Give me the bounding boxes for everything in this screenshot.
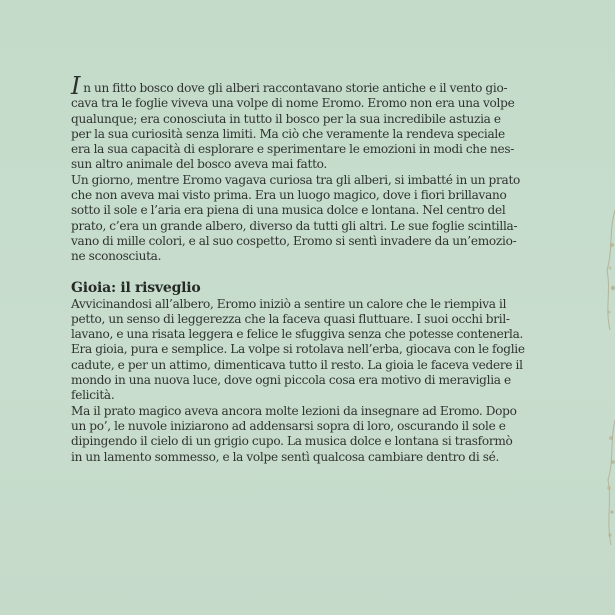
text-line: prato, c’era un grande albero, diverso da tutti gli altri. Le sue foglie scintilla-	[71, 218, 518, 233]
text-line: mondo in una nuova luce, dove ogni piccola cosa era motivo di meraviglia e	[71, 373, 511, 388]
intro-first-line	[71, 72, 546, 100]
text-line: petto, un senso di leggerezza che la faceva quasi fluttuare. I suoi occhi bril-	[71, 311, 510, 326]
text-line: Ma il prato magico aveva ancora molte lezioni da insegnare ad Eromo. Dopo	[71, 403, 517, 418]
text-line: sun altro animale del bosco aveva mai fatto.	[71, 157, 328, 172]
text-line: ne sconosciuta.	[71, 249, 162, 264]
edge-foliage-icon	[601, 0, 615, 615]
text-line: sotto il sole e l’aria era piena di una musica dolce e lontana. Nel centro del	[71, 203, 506, 218]
text-line: lavano, e una risata leggera e felice le sfuggiva senza che potesse contenerla.	[71, 327, 524, 342]
text-line: vano di mille colori, e al suo cospetto, Eromo si sentì invadere da un’emozio-	[71, 233, 517, 248]
text-line: era la sua capacità di esplorare e sperimentare le emozioni in modi che nes-	[71, 142, 515, 157]
text-line: che non aveva mai visto prima. Era un luogo magico, dove i fiori brillavano	[71, 188, 507, 203]
story-text	[71, 72, 546, 465]
text-line: n un fitto bosco dove gli alberi raccontavano storie antiche e il vento gio-	[83, 81, 508, 95]
text-line: Era gioia, pura e semplice. La volpe si rotolava nell’erba, giocava con le foglie	[71, 342, 525, 357]
text-line: cadute, e per un attimo, dimenticava tutto il resto. La gioia le faceva vedere il	[71, 357, 523, 372]
page-edge-illustration	[601, 0, 615, 615]
paragraph-gap	[71, 265, 546, 280]
text-line: in un lamento sommesso, e la volpe sentì qualcosa cambiare dentro di sé.	[71, 449, 500, 464]
text-line: qualunque; era conosciuta in tutto il bosco per la sua incredibile astuzia e	[71, 111, 501, 126]
text-line: Avvicinandosi all’albero, Eromo iniziò a sentire un calore che le riempiva il	[71, 296, 507, 311]
drop-cap: I	[71, 72, 81, 100]
text-line: felicità.	[71, 388, 115, 403]
text-line: Un giorno, mentre Eromo vagava curiosa tra gli alberi, si imbatté in un prato	[71, 172, 521, 187]
section-heading: Gioia: il risveglio	[71, 279, 201, 296]
text-line: un po’, le nuvole iniziarono ad addensarsi sopra di loro, oscurando il sole e	[71, 418, 506, 433]
text-line: dipingendo il cielo di un grigio cupo. La musica dolce e lontana si trasformò	[71, 434, 513, 449]
text-line: cava tra le foglie viveva una volpe di nome Eromo. Eromo non era una volpe	[71, 96, 515, 111]
text-line: per la sua curiosità senza limiti. Ma ciò che veramente la rendeva speciale	[71, 126, 505, 141]
